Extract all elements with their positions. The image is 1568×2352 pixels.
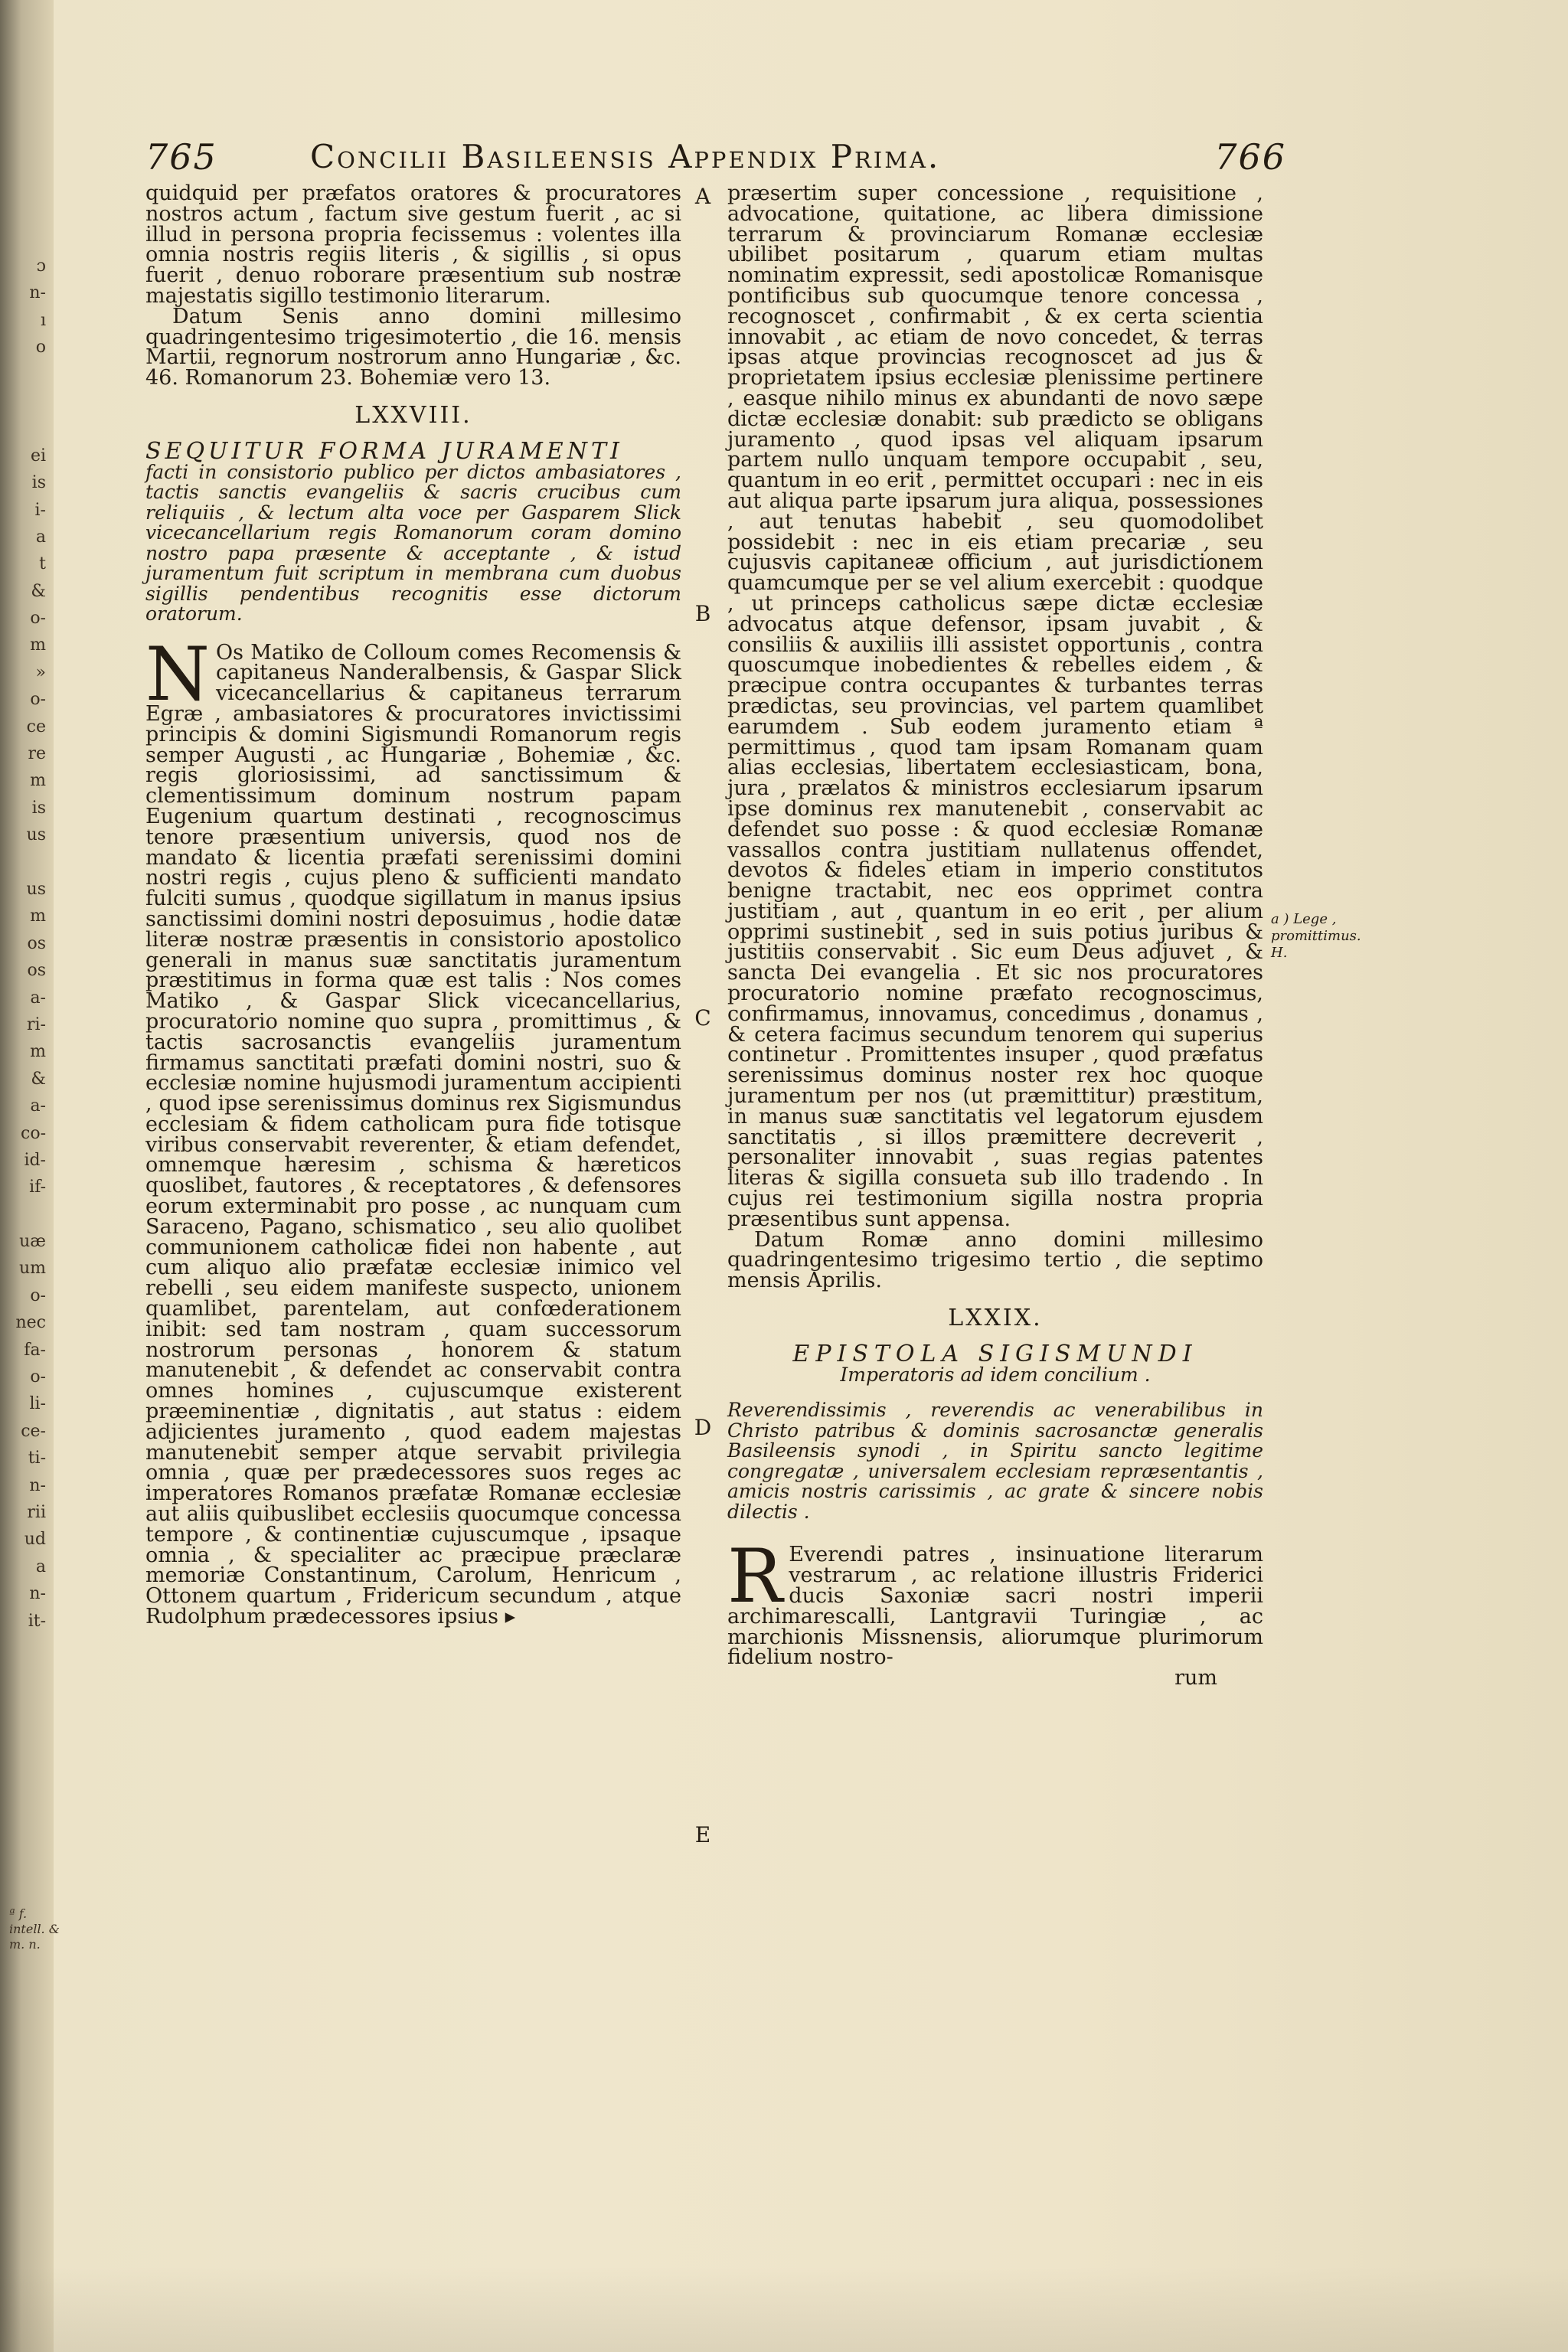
- margin-fragment: i-: [34, 500, 46, 520]
- siglum-b: B: [694, 601, 711, 626]
- section-number: LXXIX.: [948, 1305, 1043, 1332]
- left-margin-note: ª f. intell. & m. n.: [9, 1906, 60, 1952]
- margin-fragment: m: [30, 906, 46, 926]
- margin-fragment: ce-: [21, 1421, 46, 1441]
- left-column: [145, 181, 681, 1629]
- margin-fragment: a-: [30, 988, 46, 1008]
- siglum-a: A: [694, 184, 711, 209]
- body-text-content: Os Matiko de Colloum comes Recomensis & capitaneus Nanderalbensis, & Gaspar Slick vicecancellarius & capitaneus terrarum Egræ , ambasiatores & procuratores invictissimi principis & domini Sigismundi Romanorum regis semper Augusti , ac Hungariæ , Bohemiæ , &c. regis gloriosissimi, ad sanctissimum & clementissimum dominum nostrum papam Eugenium quartum destinati , recognoscimus tenore præsentium universis, quod nos de mandato & licentia præfati serenissimi domini nostri regis , cujus pleno & sufficienti mandato fulciti sumus , quodque sigillatum in manus ipsius sanctissimi domini nostri deposuimus , hodie datæ literæ nostræ præsentis in consistorio apostolico generali in manus suæ sanctitatis juramentum præstitimus in forma quæ est talis : Nos comes Matiko , & Gaspar Slick vicecancellarius, procuratorio nomine quo supra , promittimus , & tactis sacrosanctis evangeliis juramentum firmamus sanctitati præfati domini nostri, suo & ecclesiæ nomine hujusmodi juramentum accipienti , quod ipse serenissimus dominus rex Sigismundus ecclesiam & fidem catholicam pura fide totisque viribus conservabit reverenter, & etiam defendet, omnemque hæresim , schisma & hæreticos quoslibet, fautores , & receptatores , & defensores eorum exterminabit pro posse , ac nunquam cum Saraceno, Pagano, schismatico , seu alio quolibet communionem catholicæ fidei non habente , aut cum aliquo alio præfatæ ecclesiæ inimico vel rebelli , seu eidem manifeste suspecto, unionem quamlibet, parentelam, aut confœderationem inibit: sed tam nostram , quam successorum nostrorum personas , honorem & statum manutenebit , & defendet ac conservabit contra omnes homines , cujuscumque existerent præeminentiæ , dignitatis , aut status : eidem adjicientes juramento , quod eadem majestas manutenebit semper atque servabit privilegia omnia , quæ per prædecessores suos reges ac imperatores Romanos præfatæ Romanæ ecclesiæ aut aliis quibuslibet ecclesiis quocumque concessa tempore , & continentiæ cujuscumque , ipsaque omnia , & specialiter ac præcipue præclaræ memoriæ Constantinum, Carolum, Henricum , Ottonem quartum , Fridericum secundum , atque Rudolphum prædecessores ipsius ▸: [145, 640, 681, 1629]
- margin-fragment: [0, 415, 46, 442]
- body-text-content: Everendi patres , insinuatione literarum vestrarum , ac relatione illustris Friderici ducis Saxoniæ sacri nostri imperii archimarescalli, Lantgravii Turingiæ , ac marchionis Missnensis, aliorumque plurimorum fidelium nostro-: [727, 1543, 1263, 1670]
- margin-fragment: um: [18, 1259, 46, 1279]
- margin-fragment: is: [31, 798, 46, 818]
- body-text: [727, 1534, 1263, 1670]
- drop-capital: N: [145, 631, 210, 717]
- date-paragraph: Datum Romæ anno domini millesimo quadringentesimo trigesimo tertio , die septimo mensis Aprilis.: [727, 1227, 1263, 1293]
- facing-page-fragments: [0, 253, 46, 1635]
- margin-fragment: &: [31, 1069, 46, 1089]
- margin-fragment: [0, 849, 46, 876]
- margin-fragment: o: [35, 338, 46, 358]
- rubric-heading: SEQUITUR FORMA JURAMENTI: [145, 437, 623, 465]
- page-number-right: 766: [1214, 136, 1286, 178]
- margin-fragment: n-: [29, 1584, 46, 1604]
- margin-fragment: o-: [30, 1285, 46, 1305]
- margin-fragment: co-: [21, 1123, 46, 1143]
- letter-address: Reverendissimis , reverendis ac venerabilibus in Christo patribus & dominis sacrosanctæ generalis Basileensis synodi , in Spiritu sancto legitime congregatæ , universalem ecclesiam repræsentantis , amicis nostris carissimis , ac grate & sincere nobis dilectis .: [727, 1399, 1263, 1523]
- margin-fragment: it-: [28, 1611, 46, 1631]
- margin-fragment: [0, 388, 46, 415]
- margin-fragment: rii: [27, 1502, 46, 1522]
- margin-fragment: us: [26, 879, 46, 899]
- margin-fragment: o-: [30, 690, 46, 710]
- margin-fragment: ei: [30, 446, 46, 466]
- margin-fragment: if-: [29, 1178, 46, 1197]
- paragraph: præsertim super concessione , requisitione , advocatione, quitatione, ac libera dimissione terrarum & provinciarum Romanæ ecclesiæ ubilibet positarum , quarum etiam multas nominatim expressit, sedi apostolicæ Romanisque pontificibus sub quocumque tenore concessa , recognoscet , confirmabit , & ex certa scientia innovabit , ac etiam de novo concedet, & terras ipsas atque provincias recognoscet ad jus & proprietatem ipsius ecclesiæ plenissime pertinere , easque nihilo minus ex abundanti de novo sæpe dictæ ecclesiæ donabit: sub prædicto se obligans juramento , quod ipsas vel aliquam ipsarum partem nullo unquam tempore occupabit , seu, quantum in eo erit , permittet occupari : nec in eis aut aliqua parte ipsarum jura aliqua, possessiones , aut tenutas habebit , seu quomodolibet possidebit : nec in eis etiam precariæ , seu cujusvis capitaneæ officium , aut jurisdictionem quamcumque per se vel alium exercebit : quodque , ut princeps catholicus sæpe dictæ ecclesiæ advocatus atque defensor, ipsam juvabit , & consiliis & auxiliis illi assistet opportunis , contra quoscumque inobedientes & rebelles eidem , & præcipue contra occupantes & turbantes terras prædictas, seu provincias, vel partem quamlibet earumdem . Sub eodem juramento etiam ª permittimus , quod tam ipsam Romanam quam alias ecclesias, libertatem ecclesiasticam, bona, jura , prælatos & ministros ecclesiarum ipsarum ipse dominus rex manutenebit , conservabit ac defendet suo posse : & quod ecclesiæ Romanæ vassallos contra justitiam nullatenus offendet, devotos & fideles etiam in imperio constitutos benigne tractabit, nec eos opprimet contra justitiam , aut , quantum in eo erit , per alium opprimi sustinebit , sed in suis potius juribus & justitiis conservabit . Sic eum Deus adjuvet , & sancta Dei evangelia . Et sic nos procuratores procuratorio nomine præfato recognoscimus, confirmamus, innovamus, concedimus , donamus , & cetera facimus secundum tenorem qui superius continetur . Promittentes insuper , quod præfatus serenissimus dominus noster rex hoc quoque juramentum per nos (ut præmittitur) præstitum, in manus suæ sanctitatis vel legatorum ejusdem sanctitatis , si illos præmittere decreverit , personaliter innovabit , suas regias patentes literas & sigilla consueta sub illo tradendo . In cujus rei testimonium sigilla nostra propria præsentibus sunt appensa.: [727, 181, 1263, 1231]
- catchword: rum: [1174, 1666, 1217, 1690]
- right-column: [727, 181, 1263, 1690]
- running-title: Concilii Basileensis Appendix Prima.: [310, 138, 941, 175]
- margin-fragment: ud: [24, 1530, 46, 1550]
- margin-fragment: ı: [40, 310, 46, 330]
- margin-fragment: m: [30, 635, 46, 655]
- rubric-heading: EPISTOLA SIGISMUNDI: [792, 1340, 1198, 1367]
- margin-fragment: a: [35, 527, 46, 547]
- siglum-c: C: [694, 1005, 711, 1031]
- margin-fragment: n-: [29, 283, 46, 303]
- page-number-left: 765: [145, 136, 217, 178]
- margin-fragment: o-: [30, 1367, 46, 1387]
- margin-fragment: fa-: [24, 1340, 46, 1360]
- margin-fragment: a: [35, 1557, 46, 1576]
- margin-fragment: t: [39, 554, 46, 574]
- margin-fragment: nec: [15, 1313, 46, 1333]
- date-paragraph: Datum Senis anno domini millesimo quadringentesimo trigesimotertio , die 16. mensis Martii, regnorum nostrorum anno Hungariæ , &c. 46. Romanorum 23. Bohemiæ vero 13.: [145, 304, 681, 390]
- siglum-e: E: [694, 1822, 711, 1847]
- margin-fragment: os: [27, 961, 46, 981]
- paragraph: quidquid per præfatos oratores & procuratores nostros actum , factum sive gestum fuerit , ac si illud in persona propria fecissemus : volentes illa omnia nostris regiis literis , & sigillis , si opus fuerit , denuo roborare præsentium sub nostræ majestatis sigillo testimonio literarum.: [145, 181, 681, 308]
- side-note: a ) Lege , promittimus. H.: [1271, 911, 1361, 961]
- margin-fragment: »: [35, 662, 46, 682]
- margin-fragment: os: [27, 933, 46, 953]
- rubric-text: facti in consistorio publico per dictos ambasiatores , tactis sanctis evangeliis & sacris crucibus cum reliquiis , & lectum alta voce per Gasparem Slick vicecancellarium regis Romanorum coram domino nostro papa præsente & acceptante , & istud juramentum fuit scriptum in membrana cum duobus sigillis pendentibus recognitis esse dictorum oratorum.: [145, 460, 681, 626]
- margin-fragment: a-: [30, 1096, 46, 1116]
- margin-fragment: ce: [26, 717, 46, 737]
- margin-fragment: m: [30, 771, 46, 791]
- page-shadow: [0, 2266, 1568, 2352]
- running-header: [145, 136, 1286, 182]
- margin-fragment: [0, 1201, 46, 1228]
- margin-fragment: us: [26, 825, 46, 845]
- section-number: LXXVIII.: [354, 401, 472, 429]
- body-text: [145, 631, 681, 1629]
- margin-fragment: id-: [24, 1150, 46, 1170]
- margin-fragment: &: [31, 581, 46, 601]
- margin-fragment: ɔ: [36, 256, 46, 276]
- margin-fragment: is: [31, 473, 46, 493]
- margin-fragment: ti-: [28, 1449, 46, 1468]
- margin-fragment: li-: [29, 1394, 46, 1414]
- margin-fragment: n-: [29, 1475, 46, 1495]
- drop-capital: R: [727, 1534, 783, 1620]
- margin-fragment: [0, 361, 46, 388]
- siglum-d: D: [694, 1415, 712, 1440]
- margin-fragment: re: [28, 744, 46, 764]
- margin-fragment: m: [30, 1042, 46, 1062]
- margin-fragment: o-: [30, 609, 46, 629]
- margin-fragment: ri-: [27, 1014, 46, 1034]
- rubric-subheading: Imperatoris ad idem concilium .: [840, 1363, 1151, 1386]
- margin-fragment: uæ: [19, 1232, 46, 1252]
